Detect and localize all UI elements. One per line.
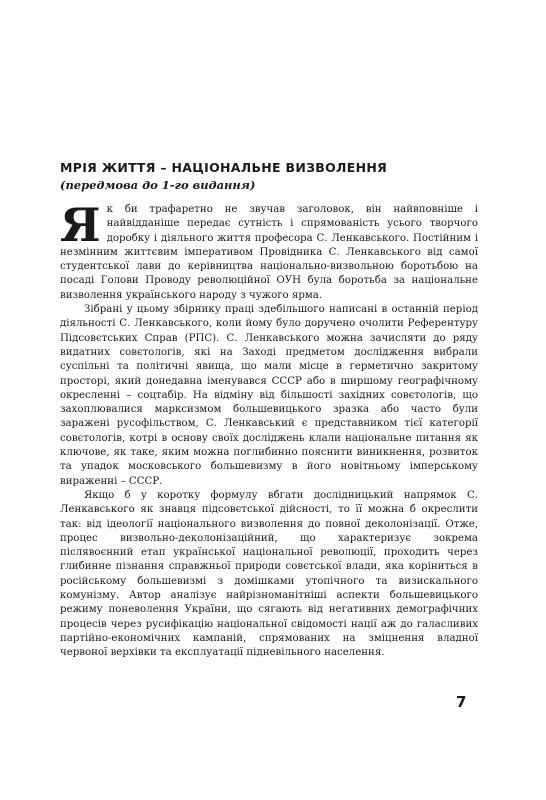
drop-cap-letter: Я [60,198,101,252]
paragraph-1-text: к би трафаретно не звучав заголовок, він найвповніше і найвідданіше передає сутність і спрямованість усього творчого доробку і діяльного життя професора С. Ленкавського. Постійним і незмінним життєвим імперативом Провідника С. Ленкавського від самої студентської лави до керівництва національно-визвольною боротьбою на посаді Голови Проводу революційної ОУН була боротьба за національне визволення українського народу з чужого ярма. [60,204,478,301]
chapter-title: МРІЯ ЖИТТЯ – НАЦІОНАЛЬНЕ ВИЗВОЛЕННЯ [60,160,388,175]
page-number: 7 [456,693,467,711]
body-text [60,198,478,661]
paragraph-1 [60,198,478,303]
chapter-subtitle: (передмова до 1-го видання) [60,178,256,192]
paragraph-2: Зібрані у цьому збірнику праці здебільшого написані в останній період діяльності С. Ленкавського, коли йому було доручено очолити Референтуру Підсовєтських Справ (РПС). С. Ленкавського можна зачисляти до ряду видатних совєтологів, які на Заході предметом дослідження вибрали суспільні та політичні явища, що мали місце в герметично закритому просторі, який донедавна іменувався СССР або в ширшому географічному окресленні – соцтабір. На відміну від більшості західних совєтологів, що захоплювалися марксизмом большевицького зразка або часто були заражені русофільством, С. Ленкавський є представником тієї категорії совєтологів, котрі в основу своїх досліджень клали національне питання як ключове, як таке, яким можна поглибинно пояснити виникнення, розвиток та упадок московського большевизму в його новітньому імперському вираженні – СССР. [60,304,478,487]
paragraph-3: Якщо б у коротку формулу вбгати дослідницький напрямок С. Ленкавського як знавця підсовєтської дійсності, то її можна б окреслити так: від ідеології національного визволення до повної деколонізації. Отже, процес визвольно-деколонізаційний, що характеризує зокрема післявоєнний етап української національної революції, проходить через глибинне пізнання справжньої природи совєтської влади, яка коріниться в російському большевизмі з домішками утопічного та визискального комунізму. Автор аналізує найрізноманітніші аспекти большевицького режиму поневолення України, що сягають від негативних демографічних процесів через русифікацію національної свідомості нації аж до галасливих партійно-економічних кампаній, спрямованих на зміцнення владної червоної верхівки та експлуатації підневільного населення. [60,489,478,659]
